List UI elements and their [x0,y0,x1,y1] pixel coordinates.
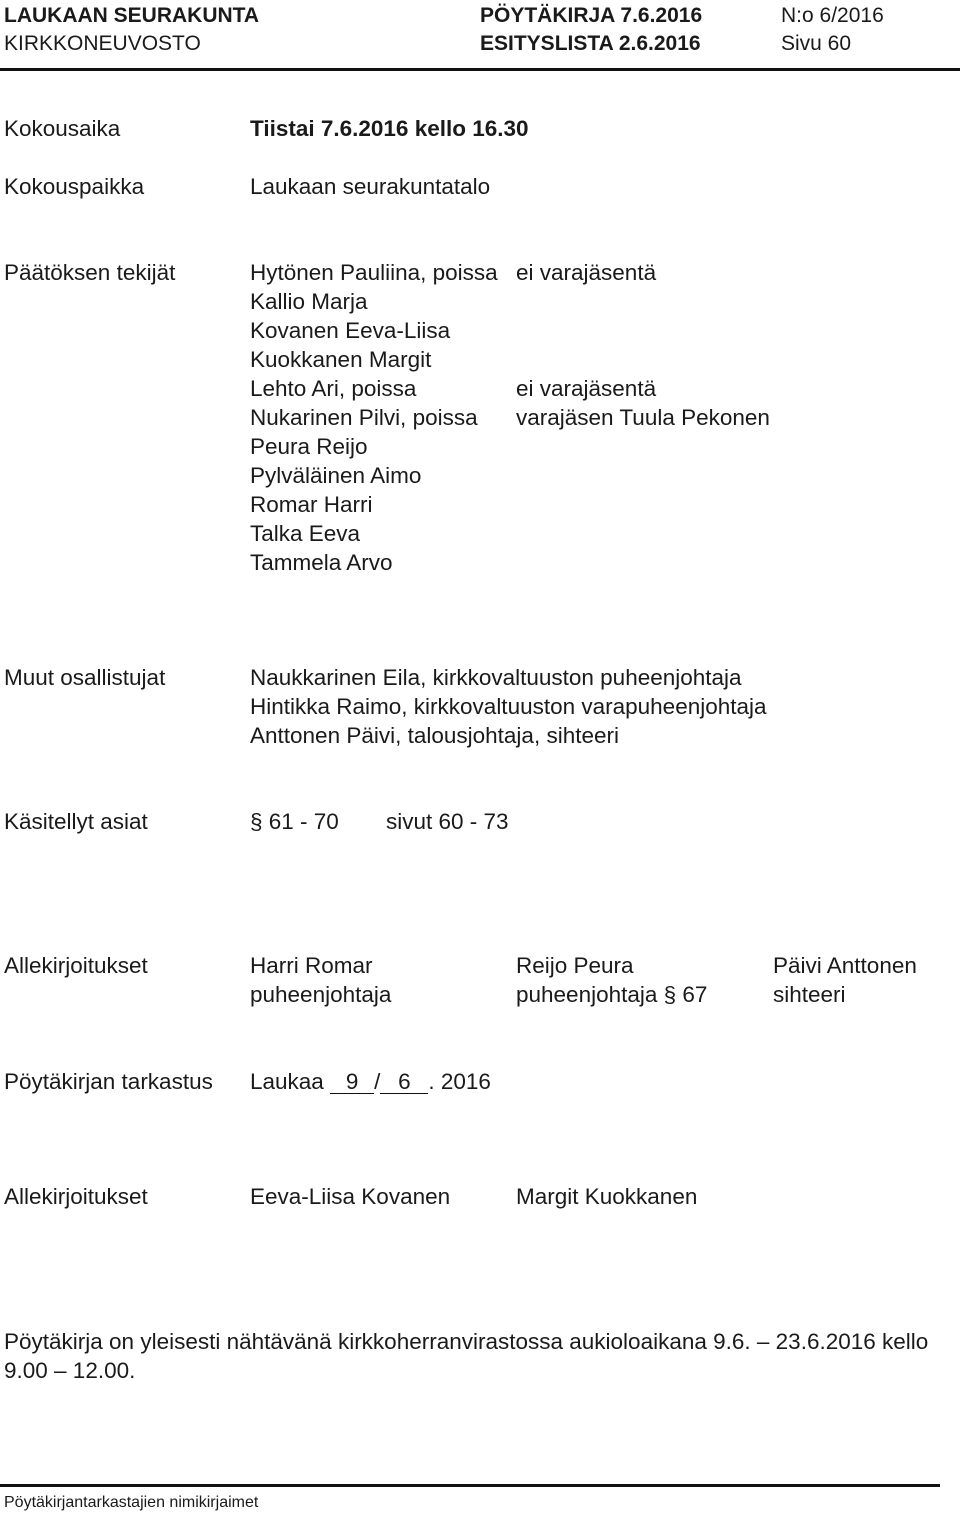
page-number: Sivu 60 [781,32,852,55]
member-item: Romar Harri [250,492,373,517]
member-item: Talka Eeva [250,521,361,546]
review-label: Pöytäkirjan tarkastus [4,1069,213,1094]
signer-block [773,951,917,1009]
notice-line: Pöytäkirja on yleisesti nähtävänä kirkkoherranvirastossa aukioloaikana 9.6. – 23.6.2016 kello [4,1329,929,1354]
decision-makers-label: Päätöksen tekijät [4,260,176,285]
body-name: KIRKKONEUVOSTO [4,32,201,55]
signer-name: Harri Romar [250,953,373,978]
reviewer-name: Margit Kuokkanen [516,1184,698,1209]
review-month: 6 [380,1071,428,1094]
other-participants-list [250,663,767,750]
reviewer-name: Eeva-Liisa Kovanen [250,1184,451,1209]
signer-name: Päivi Anttonen [773,953,917,978]
agenda-date: ESITYSLISTA 2.6.2016 [480,32,701,55]
member-item: Kuokkanen Margit [250,347,432,372]
items-pages: sivut 60 - 73 [386,809,509,834]
notice-line: 9.00 – 12.00. [4,1358,136,1383]
meeting-time-label: Kokousaika [4,116,121,141]
signer-block [516,951,707,1009]
signer-role: puheenjohtaja § 67 [516,982,708,1007]
footer-rule [0,1484,940,1487]
items-label: Käsitellyt asiat [4,809,148,834]
signer-name: Reijo Peura [516,953,634,978]
doc-number: N:o 6/2016 [781,4,884,27]
signatures-label: Allekirjoitukset [4,953,148,978]
doc-type: PÖYTÄKIRJA 7.6.2016 [480,4,703,27]
participant-item: Anttonen Päivi, talousjohtaja, sihteeri [250,723,619,748]
deputy-note: ei varajäsentä [516,260,657,285]
participant-item: Hintikka Raimo, kirkkovaltuuston varapuheenjohtaja [250,694,767,719]
org-name: LAUKAAN SEURAKUNTA [4,4,260,27]
meeting-place-value: Laukaan seurakuntatalo [250,174,491,199]
other-participants-label: Muut osallistujat [4,665,166,690]
review-slash: / [374,1069,381,1094]
deputy-note: ei varajäsentä [516,376,657,401]
member-list [250,258,498,577]
deputy-note: varajäsen Tuula Pekonen [516,405,770,430]
review-year: . 2016 [428,1069,491,1094]
member-item: Tammela Arvo [250,550,393,575]
signer-role: sihteeri [773,982,846,1007]
signer-role: puheenjohtaja [250,982,392,1007]
meeting-time-value: Tiistai 7.6.2016 kello 16.30 [250,116,529,141]
header-rule [0,68,960,71]
signer-block [250,951,391,1009]
member-item: Peura Reijo [250,434,368,459]
member-item: Nukarinen Pilvi, poissa [250,405,478,430]
member-item: Pylväläinen Aimo [250,463,422,488]
member-item: Kallio Marja [250,289,368,314]
review-day: 9 [330,1071,374,1094]
review-signatures-label: Allekirjoitukset [4,1184,148,1209]
items-sections: § 61 - 70 [250,809,339,834]
meeting-place-label: Kokouspaikka [4,174,145,199]
review-place: Laukaa [250,1069,324,1094]
member-item: Kovanen Eeva-Liisa [250,318,451,343]
participant-item: Naukkarinen Eila, kirkkovaltuuston puheenjohtaja [250,665,742,690]
member-item: Lehto Ari, poissa [250,376,417,401]
review-line [250,1067,491,1096]
footer-text: Pöytäkirjantarkastajien nimikirjaimet [4,1494,259,1511]
member-item: Hytönen Pauliina, poissa [250,260,498,285]
